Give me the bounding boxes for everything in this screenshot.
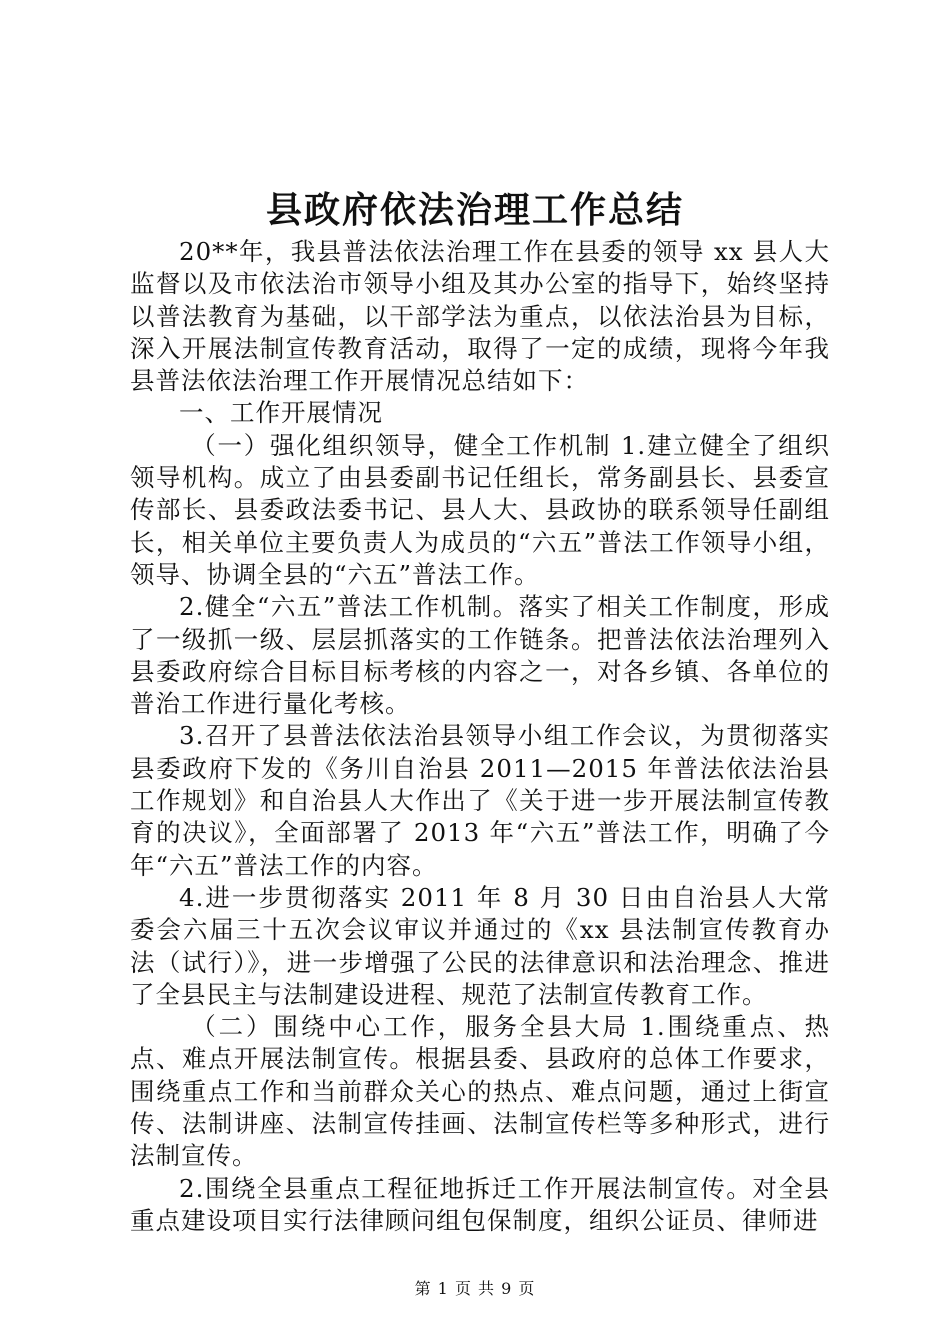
paragraph-subsection-1: （一）强化组织领导，健全工作机制 1.建立健全了组织领导机构。成立了由县委副书记任组长，常务副县长、县委宣传部长、县委政法委书记、县人大、县政协的联系领导任副组长，相关单位主要负责人为成员的“六五”普法工作领导小组，领导、协调全县的“六五”普法工作。 (130, 430, 830, 589)
document-title: 县政府依法治理工作总结 (265, 189, 684, 231)
paragraph-item-4: 4.进一步贯彻落实 2011 年 8 月 30 日由自治县人大常委会六届三十五次会议审议并通过的《xx 县法制宣传教育办法（试行）》，进一步增强了公民的法律意识和法治理念、推进了全县民主与法制建设进程、规范了法制宣传教育工作。 (130, 882, 830, 1009)
paragraph-item-2: 2.健全“六五”普法工作机制。落实了相关工作制度，形成了一级抓一级、层层抓落实的工作链条。把普法依法治理列入县委政府综合目标目标考核的内容之一，对各乡镇、各单位的普治工作进行量化考核。 (130, 592, 830, 719)
paragraph-item-2b: 2.围绕全县重点工程征地拆迁工作开展法制宣传。对全县重点建设项目实行法律顾问组包保制度，组织公证员、律师进 (130, 1173, 830, 1235)
section-heading: 一、工作开展情况 (179, 398, 383, 428)
document-body (130, 236, 830, 1237)
paragraph-item-3: 3.召开了县普法依法治县领导小组工作会议，为贯彻落实县委政府下发的《务川自治县 2011—2015 年普法依法治县工作规划》和自治县人大作出了《关于进一步开展法制宣传教育的决议》，全面部署了 2013 年“六五”普法工作，明确了今年“六五”普法工作的内容。 (130, 721, 830, 880)
paragraph-subsection-2: （二）围绕中心工作，服务全县大局 1.围绕重点、热点、难点开展法制宣传。根据县委、县政府的总体工作要求，围绕重点工作和当前群众关心的热点、难点问题，通过上街宣传、法制讲座、法制宣传挂画、法制宣传栏等多种形式，进行法制宣传。 (130, 1012, 830, 1171)
page-footer: 第 1 页 共 9 页 (414, 1279, 536, 1298)
paragraph-intro: 20**年，我县普法依法治理工作在县委的领导 xx 县人大监督以及市依法治市领导小组及其办公室的指导下，始终坚持以普法教育为基础，以干部学法为重点，以依法治县为目标，深入开展法制宣传教育活动，取得了一定的成绩，现将今年我县普法依法治理工作开展情况总结如下： (130, 237, 830, 396)
